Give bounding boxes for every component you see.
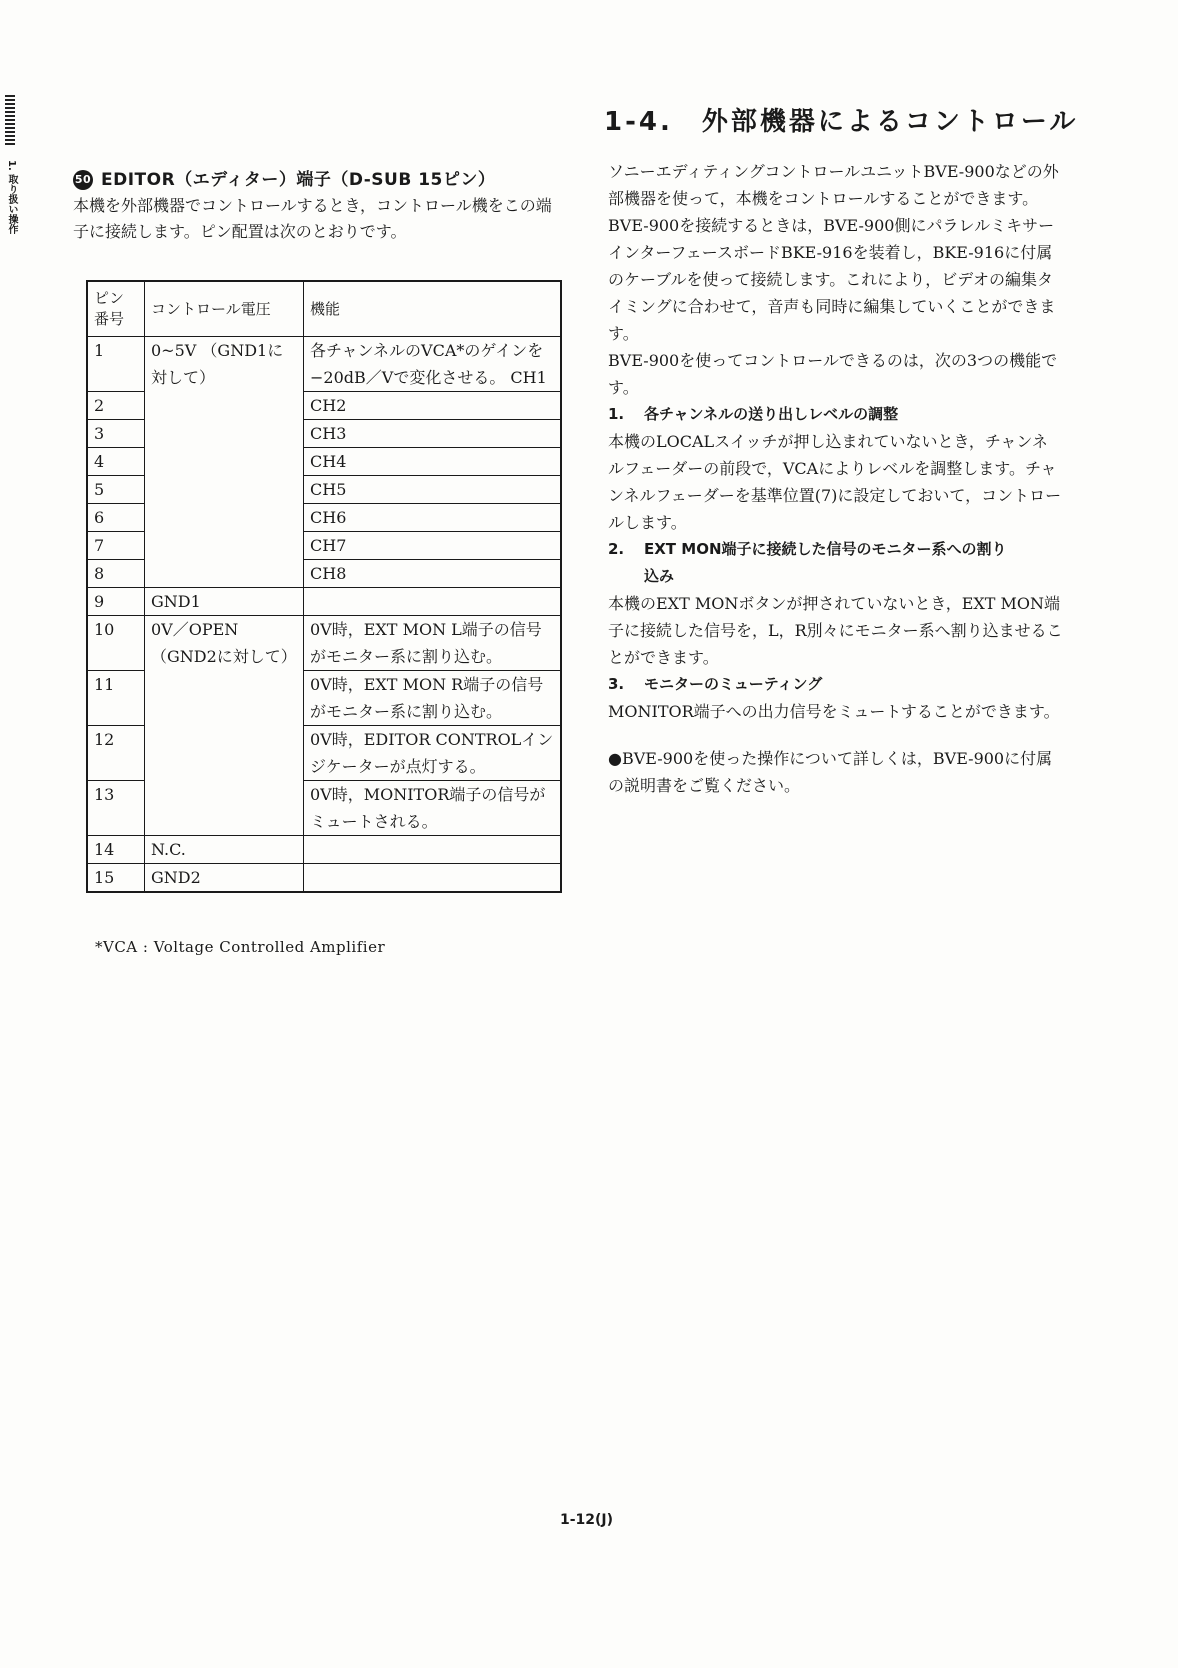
pin-number: 9 [87, 588, 145, 616]
margin-tab-bars [5, 95, 15, 145]
function-cell: CH3 [304, 420, 562, 448]
vca-footnote: *VCA : Voltage Controlled Amplifier [95, 938, 386, 956]
section-title: 1-4. 外部機器によるコントロール [604, 107, 1079, 137]
function-cell: CH2 [304, 392, 562, 420]
function-cell: CH4 [304, 448, 562, 476]
function-cell: 0V時，EDITOR CONTROLインジケーターが点灯する。 [304, 726, 562, 781]
control-voltage-cell: GND2 [145, 864, 304, 893]
pin-number: 5 [87, 476, 145, 504]
item-title: EXT MON端子に接続した信号のモニター系への割り [644, 540, 1007, 558]
pin-number: 11 [87, 671, 145, 726]
section-body [608, 158, 1063, 799]
connection-paragraph: BVE-900を接続するときは，BVE-900側にパラレルミキサーインターフェースボードBKE-916を装着し，BKE-916に付属のケーブルを使って接続します。これにより，ビデオの編集タイミングに合わせて，音声も同時に編集していくことができます。 [608, 216, 1056, 343]
header-control-voltage: コントロール電圧 [145, 281, 304, 337]
item-title: モニターのミューティング [644, 675, 823, 693]
pin-number: 6 [87, 504, 145, 532]
control-voltage-cell: 0~5V （GND1に対して） [145, 337, 304, 588]
item-heading [608, 671, 1063, 698]
pin-number: 8 [87, 560, 145, 588]
function-cell [304, 836, 562, 864]
pin-number: 7 [87, 532, 145, 560]
function-cell: 各チャンネルのVCA*のゲインを−20dB／Vで変化させる。 CH1 [304, 337, 562, 392]
editor-heading-text: EDITOR（エディター）端子（D-SUB 15ピン） [101, 170, 496, 190]
pin-number: 1 [87, 337, 145, 392]
pin-number: 13 [87, 781, 145, 836]
item-body: MONITOR端子への出力信号をミュートすることができます。 [608, 702, 1060, 721]
item-heading [608, 536, 1063, 563]
control-voltage-cell: 0V／OPEN （GND2に対して） [145, 616, 304, 836]
control-voltage-cell: GND1 [145, 588, 304, 616]
pin-number: 3 [87, 420, 145, 448]
header-pin-number: ピン番号 [87, 281, 145, 337]
item-number: 2. [608, 540, 625, 558]
pin-number: 2 [87, 392, 145, 420]
item-number: 3. [608, 675, 625, 693]
item-body: 本機のEXT MONボタンが押されていないとき，EXT MON端子に接続した信号を，L，R別々にモニター系へ割り込ませることができます。 [608, 594, 1063, 667]
chapter-side-tab: 1. 取り扱い操作 [6, 160, 17, 235]
pin-number: 14 [87, 836, 145, 864]
function-cell [304, 588, 562, 616]
item-body: 本機のLOCALスイッチが押し込まれていないとき，チャンネルフェーダーの前段で，VCAによりレベルを調整します。チャンネルフェーダーを基準位置(7)に設定しておいて，コントロールします。 [608, 432, 1062, 532]
function-cell [304, 864, 562, 893]
reference-note: ●BVE-900を使った操作について詳しくは，BVE-900に付属の説明書をご覧ください。 [608, 749, 1053, 795]
function-cell: CH6 [304, 504, 562, 532]
intro-paragraph: ソニーエディティングコントロールユニットBVE-900などの外部機器を使って，本機をコントロールすることができます。 [608, 162, 1059, 208]
control-voltage-cell: N.C. [145, 836, 304, 864]
pin-number: 12 [87, 726, 145, 781]
function-cell: CH7 [304, 532, 562, 560]
pin-number: 15 [87, 864, 145, 893]
page-number: 1-12(J) [560, 1512, 614, 1528]
editor-terminal-heading [73, 165, 495, 190]
header-function: 機能 [304, 281, 562, 337]
item-number: 1. [608, 405, 625, 423]
pin-assignment-table [86, 280, 562, 893]
function-cell: CH8 [304, 560, 562, 588]
pin-number: 10 [87, 616, 145, 671]
item-title: 各チャンネルの送り出しレベルの調整 [644, 405, 899, 423]
item-heading [608, 401, 1063, 428]
editor-description: 本機を外部機器でコントロールするとき，コントロール機をこの端子に接続します。ピン配置は次のとおりです。 [73, 196, 552, 241]
function-cell: CH5 [304, 476, 562, 504]
pin-number: 4 [87, 448, 145, 476]
function-cell: 0V時，MONITOR端子の信号がミュートされる。 [304, 781, 562, 836]
function-cell: 0V時，EXT MON R端子の信号がモニター系に割り込む。 [304, 671, 562, 726]
function-cell: 0V時，EXT MON L端子の信号がモニター系に割り込む。 [304, 616, 562, 671]
functions-paragraph: BVE-900を使ってコントロールできるのは，次の3つの機能です。 [608, 351, 1058, 397]
item-title-continued: 込み [644, 567, 675, 585]
item-number-badge: 50 [73, 170, 93, 190]
